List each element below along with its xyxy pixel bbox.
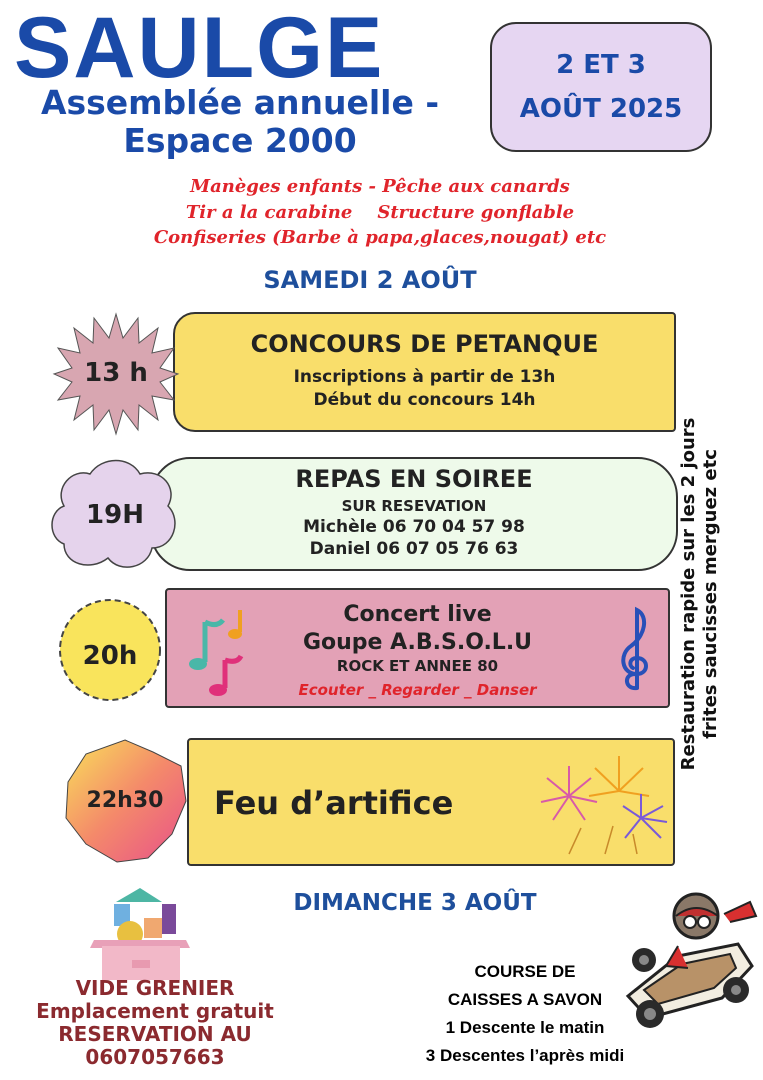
vide-grenier-reservation: RESERVATION AU bbox=[58, 1022, 252, 1046]
activity-carabine: Tir a la carabine bbox=[185, 202, 353, 223]
date-line-2: AOÛT 2025 bbox=[519, 94, 683, 124]
repas-line-2: Michèle 06 70 04 57 98 bbox=[303, 517, 525, 537]
box-of-toys-icon bbox=[88, 888, 193, 980]
course-line-2: CAISSES A SAVON bbox=[447, 990, 603, 1009]
saturday-heading: SAMEDI 2 AOÛT bbox=[263, 266, 477, 294]
fireworks-icon bbox=[529, 746, 671, 856]
event-subtitle bbox=[20, 84, 460, 160]
activity-structure: Structure gonflable bbox=[377, 202, 575, 223]
activity-line-1: Manèges enfants - Pêche aux canards bbox=[190, 176, 570, 197]
side-note-text bbox=[678, 394, 722, 794]
side-note-line-2: frites saucisses merguez etc bbox=[700, 449, 721, 739]
vide-grenier-free: Emplacement gratuit bbox=[36, 999, 274, 1023]
side-note-line-1: Restauration rapide sur les 2 jours bbox=[678, 417, 699, 771]
time-19h: 19H bbox=[86, 500, 144, 530]
subtitle-line-1: Assemblée annuelle - bbox=[40, 83, 440, 122]
petanque-line-2: Début du concours 14h bbox=[313, 390, 536, 410]
sunday-heading: DIMANCHE 3 AOÛT bbox=[293, 890, 537, 916]
music-notes-icon bbox=[185, 602, 255, 697]
soapbox-car-icon bbox=[618, 886, 763, 1036]
date-line-1: 2 ET 3 bbox=[556, 50, 646, 80]
course-line-3: 1 Descente le matin bbox=[445, 1018, 605, 1037]
concert-genre: ROCK ET ANNEE 80 bbox=[336, 657, 499, 675]
fireworks-panel bbox=[187, 738, 675, 866]
petanque-panel bbox=[173, 312, 676, 432]
time-22h30: 22h30 bbox=[86, 788, 164, 813]
fireworks-title: Feu d’artifice bbox=[214, 784, 454, 822]
concert-tagline: Ecouter _ Regarder _ Danser bbox=[298, 681, 537, 699]
subtitle-line-2: Espace 2000 bbox=[123, 121, 357, 160]
activity-line-2 bbox=[100, 202, 660, 223]
treble-clef-icon bbox=[615, 604, 655, 696]
concert-panel bbox=[165, 588, 670, 708]
time-13h: 13 h bbox=[84, 358, 148, 388]
course-line-4: 3 Descentes l’après midi bbox=[425, 1046, 625, 1065]
repas-panel bbox=[150, 457, 678, 571]
activity-line-3: Confiseries (Barbe à papa,glaces,nougat) etc bbox=[153, 227, 607, 248]
course-line-1: COURSE DE bbox=[474, 962, 576, 981]
event-title: SAULGE bbox=[14, 0, 385, 96]
concert-title: Concert live bbox=[343, 602, 492, 627]
petanque-line-1: Inscriptions à partir de 13h bbox=[293, 367, 556, 387]
repas-line-3: Daniel 06 07 05 76 63 bbox=[309, 539, 519, 559]
vide-grenier-phone: 0607057663 bbox=[85, 1045, 225, 1069]
petanque-title: CONCOURS DE PETANQUE bbox=[250, 330, 599, 358]
concert-band: Goupe A.B.S.O.L.U bbox=[302, 630, 533, 655]
repas-title: REPAS EN SOIREE bbox=[295, 465, 533, 493]
date-box bbox=[490, 22, 712, 152]
vide-grenier-title: VIDE GRENIER bbox=[75, 976, 235, 1000]
time-20h: 20h bbox=[82, 641, 138, 671]
repas-line-1: SUR RESEVATION bbox=[341, 497, 487, 515]
